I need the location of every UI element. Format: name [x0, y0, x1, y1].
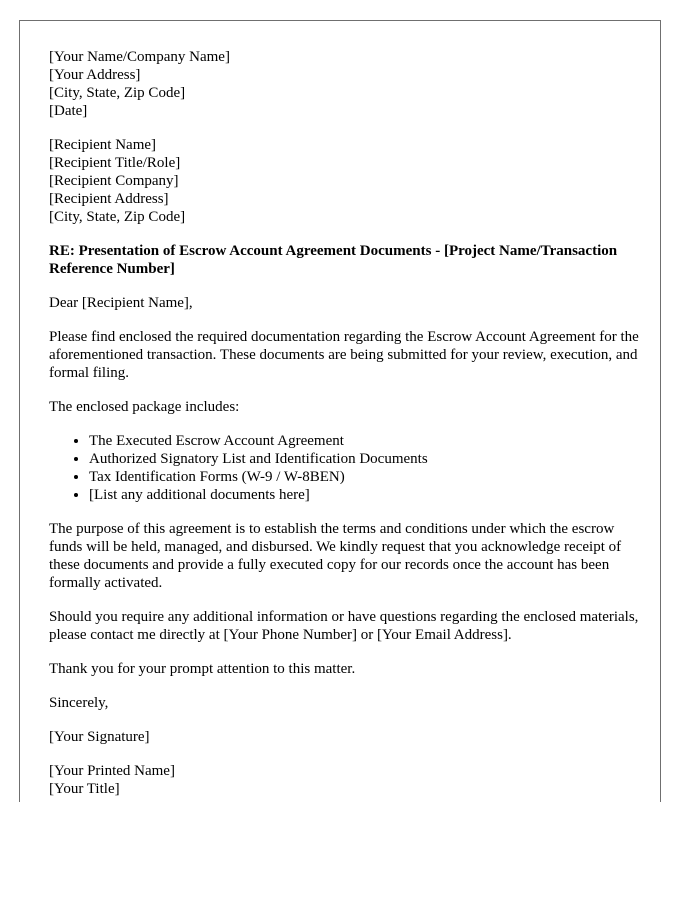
signature-placeholder: [Your Signature]	[49, 729, 150, 745]
recipient-title: [Recipient Title/Role]	[49, 155, 181, 171]
thanks-paragraph: Thank you for your prompt attention to this matter.	[49, 661, 356, 677]
recipient-block	[49, 136, 639, 226]
package-intro: The enclosed package includes:	[49, 399, 240, 415]
package-list	[49, 432, 639, 504]
sender-address: [Your Address]	[49, 67, 141, 83]
intro-paragraph: Please find enclosed the required documentation regarding the Escrow Account Agreement for the aforementioned transaction. These documents are being submitted for your review, execution, and formal filing.	[49, 329, 639, 381]
recipient-company: [Recipient Company]	[49, 173, 179, 189]
subject-line: RE: Presentation of Escrow Account Agreement Documents - [Project Name/Transaction Reference Number]	[49, 243, 618, 277]
signer-title: [Your Title]	[49, 781, 120, 797]
contact-paragraph: Should you require any additional information or have questions regarding the enclosed materials, please contact me directly at [Your Phone Number] or [Your Email Address].	[49, 609, 639, 643]
list-item: • The Executed Escrow Account Agreement	[89, 432, 639, 450]
purpose-paragraph: The purpose of this agreement is to establish the terms and conditions under which the escrow funds will be held, managed, and disbursed. We kindly request that you acknowledge receipt of these documents and provide a fully executed copy for our records once the account has been formally activated.	[49, 521, 622, 591]
letter-date: [Date]	[49, 103, 88, 119]
recipient-name: [Recipient Name]	[49, 137, 157, 153]
salutation: Dear [Recipient Name],	[49, 295, 193, 311]
signer-block	[49, 762, 639, 798]
list-item: • [List any additional documents here]	[89, 486, 639, 504]
valediction: Sincerely,	[49, 695, 109, 711]
recipient-city-state-zip: [City, State, Zip Code]	[49, 209, 186, 225]
list-item: • Authorized Signatory List and Identification Documents	[89, 450, 639, 468]
letter-content	[49, 48, 639, 802]
recipient-address: [Recipient Address]	[49, 191, 169, 207]
list-item: • Tax Identification Forms (W-9 / W-8BEN)	[89, 468, 639, 486]
printed-name: [Your Printed Name]	[49, 763, 175, 779]
sender-name: [Your Name/Company Name]	[49, 49, 230, 65]
sender-city-state-zip: [City, State, Zip Code]	[49, 85, 186, 101]
letter-page	[19, 20, 661, 802]
sender-block	[49, 48, 639, 120]
